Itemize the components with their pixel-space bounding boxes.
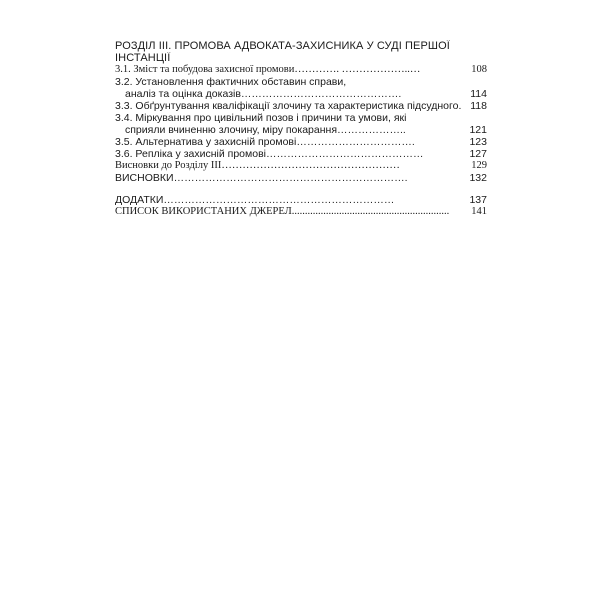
spacer: [115, 184, 487, 194]
toc-entry-title: ВИСНОВКИ: [115, 172, 174, 184]
toc-entry-page: 127: [469, 148, 487, 160]
toc-entry-conclusions: [115, 172, 487, 184]
toc-entry-leader: ............................................................: [291, 206, 450, 217]
toc-entry-page: 129: [471, 160, 487, 171]
toc-entry-title: 3.5. Альтернатива у захисній промові: [115, 136, 297, 148]
toc-entry-3-4-title-line-1: 3.4. Міркування про цивільний позов і причини та умови, які: [115, 112, 407, 124]
toc-entry-leader: ……………………………………………: [221, 160, 400, 171]
toc-entry-3-3: [115, 100, 487, 112]
toc-entry-page: 132: [469, 172, 487, 184]
toc-entry-title: СПИСОК ВИКОРИСТАНИХ ДЖЕРЕЛ: [115, 206, 292, 217]
toc-entry-leader: ……………………………………….: [240, 88, 402, 100]
toc-entry-3-1: [115, 64, 487, 76]
toc-entry-3-4: [115, 124, 487, 136]
toc-entry-leader: .: [458, 100, 462, 112]
toc-entry-page: 137: [469, 194, 487, 206]
toc-entry-3-6: [115, 148, 487, 160]
toc-entry-page: 123: [469, 136, 487, 148]
toc-entry-leader: ………………………………………………………….: [173, 172, 408, 184]
toc-entry-title: 3.6. Репліка у захисній промові: [115, 148, 266, 160]
toc-entry-page: 108: [471, 64, 487, 75]
toc-entry-title: аналіз та оцінка доказів: [125, 88, 241, 100]
toc-entry-3-2-title-line-1: 3.2. Установлення фактичних обставин справи,: [115, 76, 347, 88]
toc-entry-page: 114: [470, 88, 487, 100]
toc-entry-title: ДОДАТКИ: [115, 194, 164, 206]
toc-entry-3-5: [115, 136, 487, 148]
toc-entry-leader: …………………………….: [296, 136, 415, 148]
toc-entry-3-2: [115, 88, 487, 100]
toc-entry-page: 121: [469, 124, 487, 136]
toc-entry-title: 3.1. Зміст та побудова захисної промови: [115, 64, 295, 75]
toc-entry-page: 118: [470, 100, 487, 112]
toc-entry-title: Висновки до Розділу ІІІ: [115, 160, 222, 171]
section-heading-line-2: ІНСТАНЦІЇ: [115, 52, 171, 64]
toc-entry-leader: ………………..: [337, 124, 406, 136]
toc-entry-references: [115, 206, 487, 218]
toc-entry-title: 3.3. Обґрунтування кваліфікації злочину та характеристика підсудного: [115, 100, 459, 112]
toc-entry-leader: ………………………………………: [265, 148, 424, 160]
toc-entry-chapter-3-conclusions: [115, 160, 487, 172]
toc-entry-leader: …………. ………………..…: [294, 64, 421, 75]
toc-entry-page: 141: [471, 206, 487, 217]
toc-entry-leader: …………………………………………………………: [163, 194, 395, 206]
section-heading-line-1: РОЗДІЛ ІІІ. ПРОМОВА АДВОКАТА-ЗАХИСНИКА У СУДІ ПЕРШОЇ: [115, 40, 450, 52]
toc-entry-title: сприяли вчиненню злочину, міру покарання: [125, 124, 338, 136]
toc-entry-appendices: [115, 194, 487, 206]
table-of-contents: [115, 40, 487, 218]
